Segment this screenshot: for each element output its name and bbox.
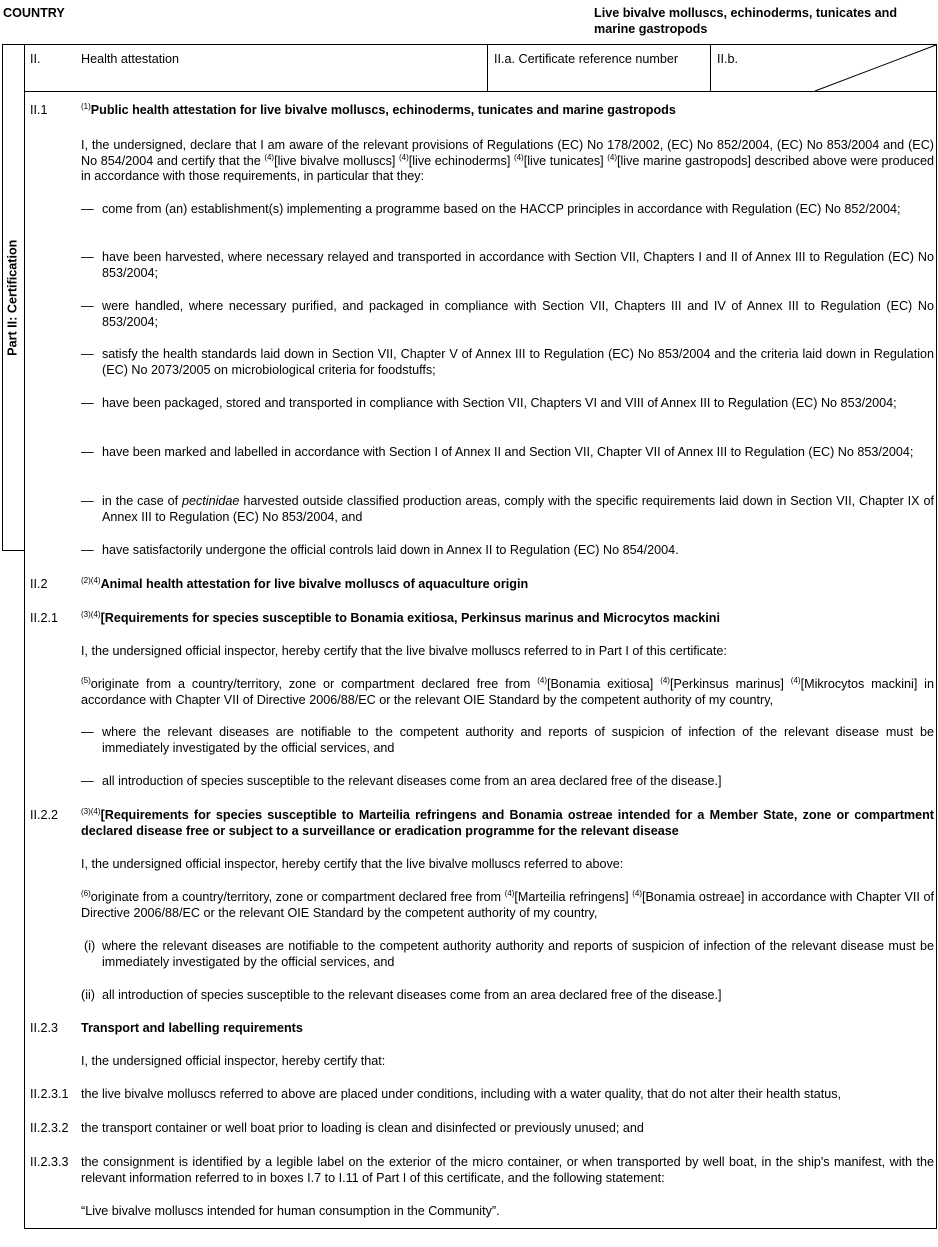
s21-bullet-dash: — (81, 774, 94, 788)
s23-heading: Transport and labelling requirements (81, 1021, 303, 1035)
s22-number: II.2.2 (30, 808, 59, 822)
certificate-reference-label: II.a. Certificate reference number (494, 52, 679, 66)
section-number: II. (30, 52, 41, 66)
s1-bullet-dash: — (81, 202, 94, 216)
header-divider-1 (487, 44, 488, 91)
s1-intro: I, the undersigned, declare that I am aware of the relevant provisions of Regulations (EC) No 178/2002, (EC) No 852/2004, (EC) No 853/2004 and (EC) No 854/2004 and certify that the $^{(4)}$[live bivalve molluscs] $^{(4)}$[live echinoderms] $^{(4)}$[live tunicates] $^{(4)}$[live marine gastropods] described above were produced in accordance with those requirements, in particular that they: (81, 138, 934, 183)
s21-number: II.2.1 (30, 611, 59, 625)
s1-bullet: have satisfactorily undergone the official controls laid down in Annex II to Regulation (EC) No 854/2004. (102, 543, 679, 557)
s22-paragraph: $^{(6)}$originate from a country/territory, zone or compartment declared free from $^{(4)}$[Marteilia refringens] $^{(4)}$[Bonamia ostreae] in accordance with Chapter VII of Directive 2006/88/EC or the relevant OIE Standard by the competent authority of my country, (81, 888, 934, 920)
s21-bullet: all introduction of species susceptible to the relevant diseases come from an area declared free of the disease.] (102, 774, 722, 788)
frame-inner-left (24, 44, 25, 1229)
s1-bullet: were handled, where necessary purified, and packaged in compliance with Section VII, Chapters III and IV of Annex III to Regulation (EC) No 853/2004; (102, 299, 934, 329)
s1-number: II.1 (30, 103, 48, 117)
s21-bullet: where the relevant diseases are notifiable to the competent authority and reports of suspicion of infection of the relevant disease must be immediately investigated by the official services, and (102, 725, 934, 755)
s22-intro: I, the undersigned official inspector, hereby certify that the live bivalve molluscs referred to above: (81, 857, 624, 871)
s23-item: the transport container or well boat prior to loading is clean and disinfected or previously unused; and (81, 1121, 644, 1135)
s23-number: II.2.3 (30, 1021, 59, 1035)
s23-item: the live bivalve molluscs referred to above are placed under conditions, including with a water quality, that do not alter their health status, (81, 1087, 842, 1101)
s23-item: the consignment is identified by a legible label on the exterior of the micro container, or when transported by well boat, in the ship's manifest, with the relevant information referred to in boxes I.7 to I.11 of Part I of this certificate, and the following statement: (81, 1155, 934, 1185)
s2-heading: $^{(2)(4)}$Animal health attestation for live bivalve molluscs of aquaculture origin (81, 575, 529, 591)
s2-number: II.2 (30, 577, 48, 591)
s1-bullet-dash: — (81, 299, 94, 313)
s22-heading: $^{(3)(4)}$[Requirements for species susceptible to Marteilia refringens and Bonamia ostreae intended for a Member State, zone or compartment declared disease free or subject to a surveillance or eradication programme for the relevant disease (81, 806, 934, 838)
s1-bullet-dash: — (81, 396, 94, 410)
ii-b-label: II.b. (717, 52, 738, 66)
document-title: Live bivalve molluscs, echinoderms, tunicates and marine gastropods (594, 6, 898, 36)
s23-item-number: II.2.3.2 (30, 1121, 69, 1135)
s22-item-i: where the relevant diseases are notifiable to the competent authority authority and reports of suspicion of infection of the relevant disease must be immediately investigated by the official services, and (102, 939, 934, 969)
frame-right-border (936, 44, 937, 1229)
s1-bullet: have been marked and labelled in accordance with Section I of Annex II and Section VII, Chapter VII of Annex III to Regulation (EC) No 853/2004; (102, 445, 914, 459)
s1-bullet: satisfy the health standards laid down in Section VII, Chapter V of Annex III to Regulation (EC) No 853/2004 and the criteria laid down in Regulation (EC) No 2073/2005 on microbiological criteria for foodstuffs; (102, 347, 934, 377)
s23-item-number: II.2.3.3 (30, 1155, 69, 1169)
s23-item-number: II.2.3.1 (30, 1087, 69, 1101)
s21-heading: $^{(3)(4)}$[Requirements for species susceptible to Bonamia exitiosa, Perkinsus marinus and Microcytos mackini (81, 609, 720, 625)
s1-bullet: have been harvested, where necessary relayed and transported in accordance with Section VII, Chapters I and II of Annex III to Regulation (EC) No 853/2004; (102, 250, 934, 280)
health-attestation-label: Health attestation (81, 52, 180, 66)
s1-heading: $^{(1)}$Public health attestation for live bivalve molluscs, echinoderms, tunicates and marine gastropods (81, 101, 676, 117)
s23-statement: “Live bivalve molluscs intended for human consumption in the Community”. (81, 1204, 500, 1218)
frame-bottom-border (24, 1228, 937, 1229)
s1-bullet: have been packaged, stored and transported in compliance with Section VII, Chapters VI and VIII of Annex III to Regulation (EC) No 853/2004; (102, 396, 897, 410)
crossed-box-diagonal (710, 44, 937, 92)
s22-item-i-label: (i) (84, 939, 96, 953)
s23-intro: I, the undersigned official inspector, hereby certify that: (81, 1054, 386, 1068)
s1-bullet-dash: — (81, 250, 94, 264)
s1-bullet-dash: — (81, 494, 94, 508)
s22-item-ii-label: (ii) (81, 988, 95, 1002)
part-ii-side-label: Part II: Certification (5, 239, 20, 356)
country-header: COUNTRY (3, 6, 65, 20)
s1-bullet-dash: — (81, 347, 94, 361)
s21-bullet-dash: — (81, 725, 94, 739)
s1-bullet-dash: — (81, 543, 94, 557)
s1-bullet: come from (an) establishment(s) implementing a programme based on the HACCP principles in accordance with Regulation (EC) No 852/2004; (102, 202, 901, 216)
s1-bullet-dash: — (81, 445, 94, 459)
s21-paragraph: $^{(5)}$originate from a country/territory, zone or compartment declared free from $^{(4)}$[Bonamia exitiosa] $^{(4)}$[Perkinsus marinus] $^{(4)}$[Mikrocytos mackini] in accordance with Chapter VII of Directive 2006/88/EC or the relevant OIE Standard by the competent authority of my country, (81, 675, 934, 707)
s1-bullet: in the case of pectinidae harvested outside classified production areas, comply with the specific requirements laid down in Section VII, Chapter IX of Annex III to Regulation (EC) No 853/2004, and (102, 494, 934, 524)
s21-intro: I, the undersigned official inspector, hereby certify that the live bivalve molluscs referred to in Part I of this certificate: (81, 644, 727, 658)
s22-item-ii: all introduction of species susceptible to the relevant diseases come from an area declared free of the disease.] (102, 988, 722, 1002)
